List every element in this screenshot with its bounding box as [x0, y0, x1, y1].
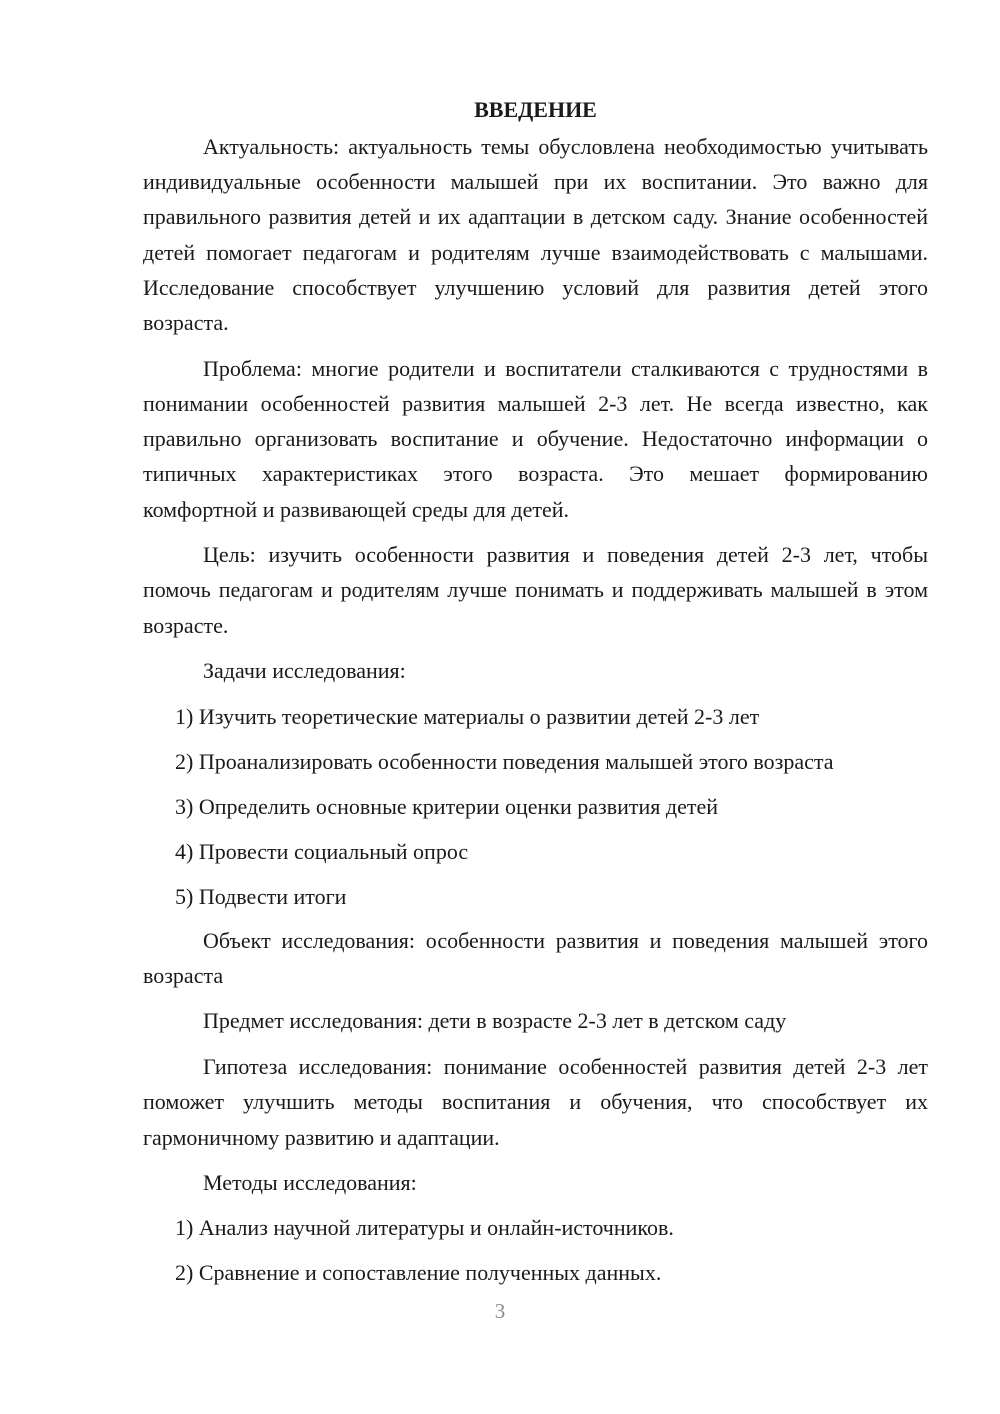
relevance-paragraph: Актуальность: актуальность темы обусловлена необходимостью учитывать индивидуальные особенности малышей при их воспитании. Это важно для правильного развития детей и их адаптации в детском саду. Знание особенностей детей помогает педагогам и родителям лучше взаимодействовать с малышами. Исследование способствует улучшению условий для развития детей этого возраста.	[143, 134, 928, 336]
method-item: 1) Анализ научной литературы и онлайн-источников.	[175, 1215, 674, 1241]
subject-paragraph: Предмет исследования: дети в возрасте 2-3 лет в детском саду	[203, 1008, 787, 1034]
methods-heading: Методы исследования:	[203, 1170, 417, 1196]
tasks-heading: Задачи исследования:	[203, 658, 406, 684]
page-number: 3	[494, 1299, 506, 1323]
task-item: 4) Провести социальный опрос	[175, 838, 469, 864]
tasks-list	[143, 699, 928, 914]
task-item: 5) Подвести итоги	[175, 883, 347, 909]
goal-paragraph: Цель: изучить особенности развития и поведения детей 2-3 лет, чтобы помочь педагогам и родителям лучше понимать и поддерживать малышей в этом возрасте.	[143, 542, 928, 638]
method-item: 2) Сравнение и сопоставление полученных данных.	[175, 1260, 662, 1286]
methods-list	[143, 1210, 928, 1290]
problem-paragraph: Проблема: многие родители и воспитатели сталкиваются с трудностями в понимании особенностей развития малышей 2-3 лет. Не всегда известно, как правильно организовать воспитание и обучение. Недостаточно информации о типичных характеристиках этого возраста. Это мешает формированию комфортной и развивающей среды для детей.	[143, 355, 928, 522]
task-item: 2) Проанализировать особенности поведения малышей этого возраста	[175, 748, 834, 774]
section-title: ВВЕДЕНИЕ	[474, 97, 597, 122]
page-content	[143, 92, 928, 1290]
task-item: 1) Изучить теоретические материалы о развитии детей 2-3 лет	[175, 703, 760, 729]
hypothesis-paragraph: Гипотеза исследования: понимание особенностей развития детей 2-3 лет поможет улучшить методы воспитания и обучения, что способствует их гармоничному развитию и адаптации.	[143, 1054, 928, 1150]
object-paragraph: Объект исследования: особенности развития и поведения малышей этого возраста	[143, 927, 928, 988]
task-item: 3) Определить основные критерии оценки развития детей	[175, 793, 719, 819]
